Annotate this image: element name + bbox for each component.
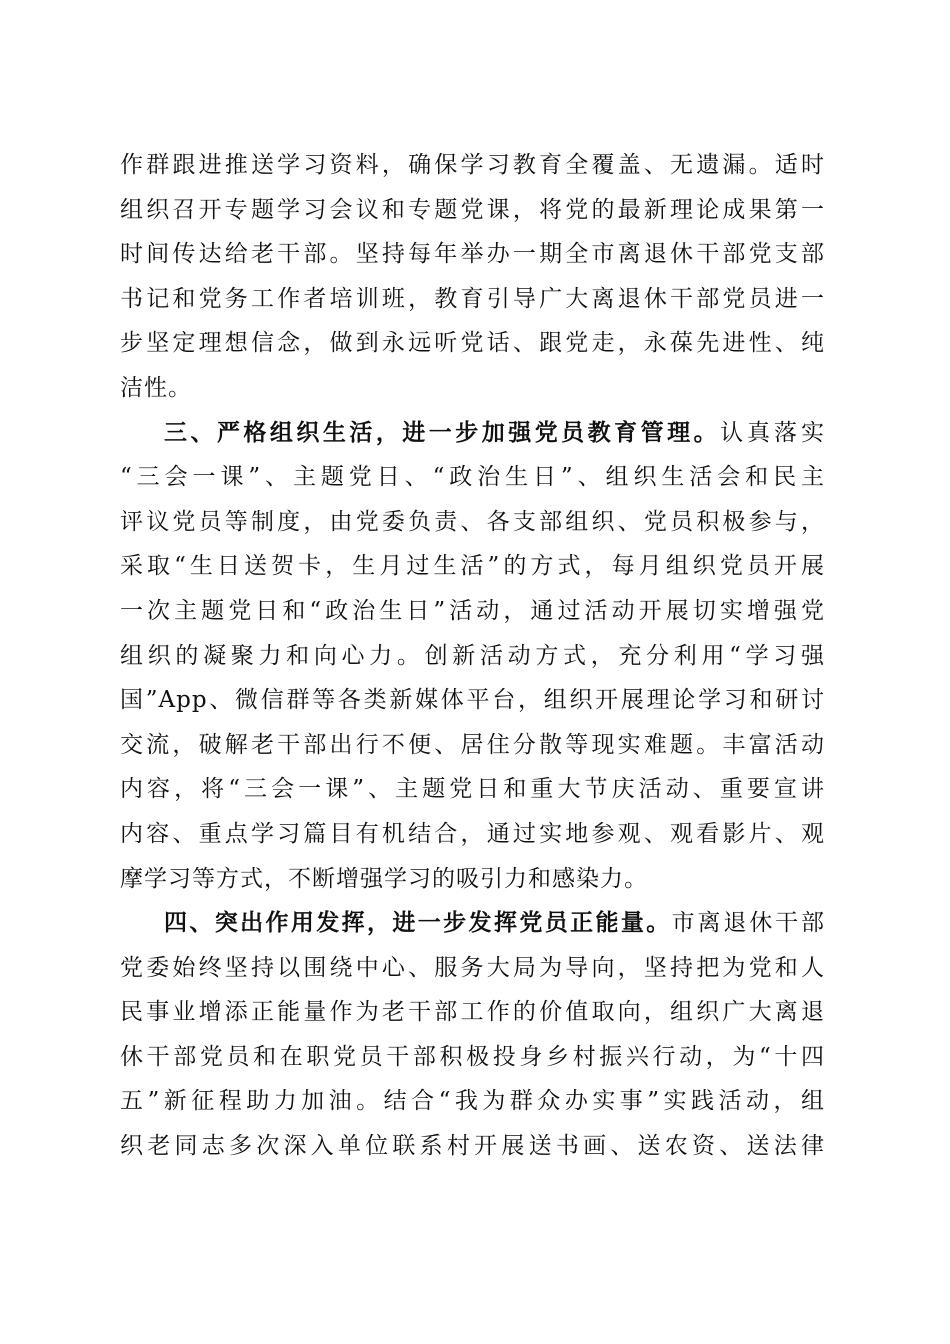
text-line: 内容、重点学习篇目有机结合，通过实地参观、观看影片、观	[120, 820, 825, 847]
text-line: 时间传达给老干部。坚持每年举办一期全市离退休干部党支部	[120, 241, 825, 268]
text-run: 认真落实	[720, 419, 826, 446]
text-line: 组织的凝聚力和向心力。创新活动方式，充分利用“学习强	[120, 642, 825, 669]
text-line: 摩学习等方式，不断增强学习的吸引力和感染力。	[120, 865, 648, 892]
paragraph-1	[120, 143, 825, 411]
text-line: 评议党员等制度，由党委负责、各支部组织、党员积极参与，	[120, 508, 825, 535]
text-line: 民事业增添正能量作为老干部工作的价值取向，组织广大离退	[120, 999, 825, 1026]
text-line: 组织召开专题学习会议和专题党课，将党的最新理论成果第一	[120, 196, 825, 223]
text-line: 党委始终坚持以围绕中心、服务大局为导向，坚持把为党和人	[120, 954, 825, 981]
text-line: 织老同志多次深入单位联系村开展送书画、送农资、送法律	[120, 1133, 825, 1160]
section-heading: 三、严格组织生活，进一步加强党员教育管理。	[164, 419, 721, 446]
text-line: 步坚定理想信念，做到永远听党话、跟党走，永葆先进性、纯	[120, 330, 825, 357]
paragraph-first-line	[120, 411, 825, 456]
text-line: 国”App、微信群等各类新媒体平台，组织开展理论学习和研讨	[120, 687, 825, 714]
text-line: 交流，破解老干部出行不便、居住分散等现实难题。丰富活动	[120, 731, 825, 758]
paragraph-2	[120, 411, 825, 902]
text-line: 洁性。	[120, 374, 192, 401]
section-heading: 四、突出作用发挥，进一步发挥党员正能量。	[164, 910, 672, 937]
paragraph-3	[120, 901, 825, 1169]
text-line: 书记和党务工作者培训班，教育引导广大离退休干部党员进一	[120, 285, 825, 312]
text-line: 作群跟进推送学习资料，确保学习教育全覆盖、无遗漏。适时	[120, 152, 825, 178]
text-line: 内容，将“三会一课”、主题党日和重大节庆活动、重要宣讲	[120, 776, 825, 803]
text-line: 一次主题党日和“政治生日”活动，通过活动开展切实增强党	[120, 597, 825, 624]
text-run: 市离退休干部	[671, 910, 826, 937]
text-line: 休干部党员和在职党员干部积极投身乡村振兴行动，为“十四	[120, 1043, 825, 1070]
text-line: 采取“生日送贺卡，生月过生活”的方式，每月组织党员开展	[120, 553, 825, 580]
text-line: “三会一课”、主题党日、“政治生日”、组织生活会和民主	[120, 464, 825, 491]
text-line: 五”新征程助力加油。结合“我为群众办实事”实践活动，组	[120, 1088, 825, 1115]
paragraph-first-line	[120, 901, 825, 946]
document-body	[120, 143, 825, 1169]
